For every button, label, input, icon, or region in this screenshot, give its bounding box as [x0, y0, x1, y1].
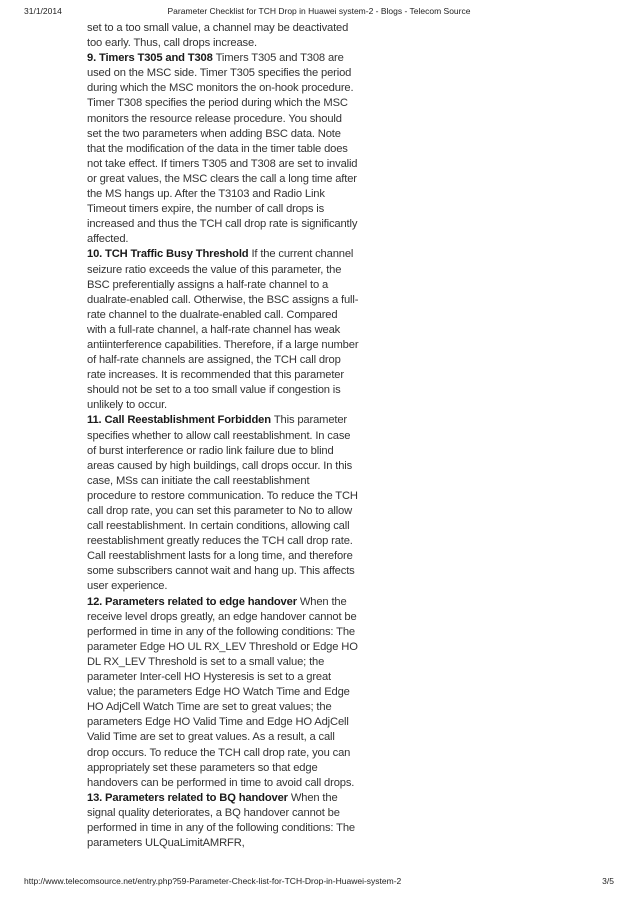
section-body: This parameter specifies whether to allow call reestablishment. In case of burst interference or radio link failure due to blind areas caused by high buildings, call drops occur. In this case, MSs can initiate the call reestablishment procedure to restore communication. To reduce the TCH call drop rate, you can set this parameter to No to allow call reestablishment. In certain conditions, allowing call reestablishment greatly reduces the TCH call drop rate. Call reestablishment lasts for a long time, and therefore some subscribers cannot wait and hang up. This affects user experience. — [87, 414, 358, 593]
section-heading: 10. TCH Traffic Busy Threshold — [87, 248, 252, 261]
print-footer — [0, 876, 638, 890]
section-11 — [87, 413, 359, 594]
article-body — [87, 21, 359, 851]
page-title: Parameter Checklist for TCH Drop in Huawei system-2 - Blogs - Telecom Source — [167, 6, 471, 16]
page-url-link[interactable]: http://www.telecomsource.net/entry.php?59-Parameter-Check-list-for-TCH-Drop-in-Huawei-system-2 — [24, 876, 402, 886]
section-body: If the current channel seizure ratio exceeds the value of this parameter, the BSC preferentially assigns a half-rate channel to a dualrate-enabled call. Otherwise, the BSC assigns a full-rate channel to the dualrate-enabled call. Compared with a full-rate channel, a half-rate channel has weak antiinterference capabilities. Therefore, if a large number of half-rate channels are assigned, the TCH call drop rate increases. It is recommended that this parameter should not be set to a too small value if congestion is unlikely to occur. — [87, 248, 359, 412]
section-13 — [87, 791, 359, 851]
page-number: 3/5 — [602, 876, 614, 886]
print-date: 31/1/2014 — [24, 6, 62, 16]
section-heading: 13. Parameters related to BQ handover — [87, 791, 291, 804]
section-12 — [87, 595, 359, 791]
print-header — [0, 4, 638, 18]
section-body: Timers T305 and T308 are used on the MSC side. Timer T305 specifies the period during which the MSC monitors the on-hook procedure. Timer T308 specifies the period during which the MSC monitors the resource release procedure. You should set the two parameters when adding BSC data. Note that the modification of the data in the timer table does not take effect. If timers T305 and T308 are set to invalid or great values, the MSC clears the call a long time after the MS hangs up. After the T3103 and Radio Link Timeout timers expire, the number of call drops is increased and thus the TCH call drop rate is significantly affected. — [87, 52, 358, 246]
section-body: When the signal quality deteriorates, a BQ handover cannot be performed in time in any of the following conditions: The parameters ULQuaLimitAMRFR, — [87, 791, 355, 850]
section-10 — [87, 247, 359, 413]
section-heading: 11. Call Reestablishment Forbidden — [87, 414, 274, 427]
section-body: When the receive level drops greatly, an edge handover cannot be performed in time in any of the following conditions: The parameter Edge HO UL RX_LEV Threshold or Edge HO DL RX_LEV Threshold is set to a small value; the parameter Inter-cell HO Hysteresis is set to a great value; the parameters Edge HO Watch Time and Edge HO AdjCell Watch Time are set to great values; the parameters Edge HO Valid Time and Edge HO AdjCell Valid Time are set to great values. As a result, a call drop occurs. To reduce the TCH call drop rate, you can appropriately set these parameters so that edge handovers can be performed in time to avoid call drops. — [87, 595, 358, 789]
intro-paragraph: set to a too small value, a channel may be deactivated too early. Thus, call drops increase. — [87, 22, 349, 50]
section-heading: 9. Timers T305 and T308 — [87, 52, 216, 65]
section-9 — [87, 51, 359, 247]
section-heading: 12. Parameters related to edge handover — [87, 595, 300, 608]
